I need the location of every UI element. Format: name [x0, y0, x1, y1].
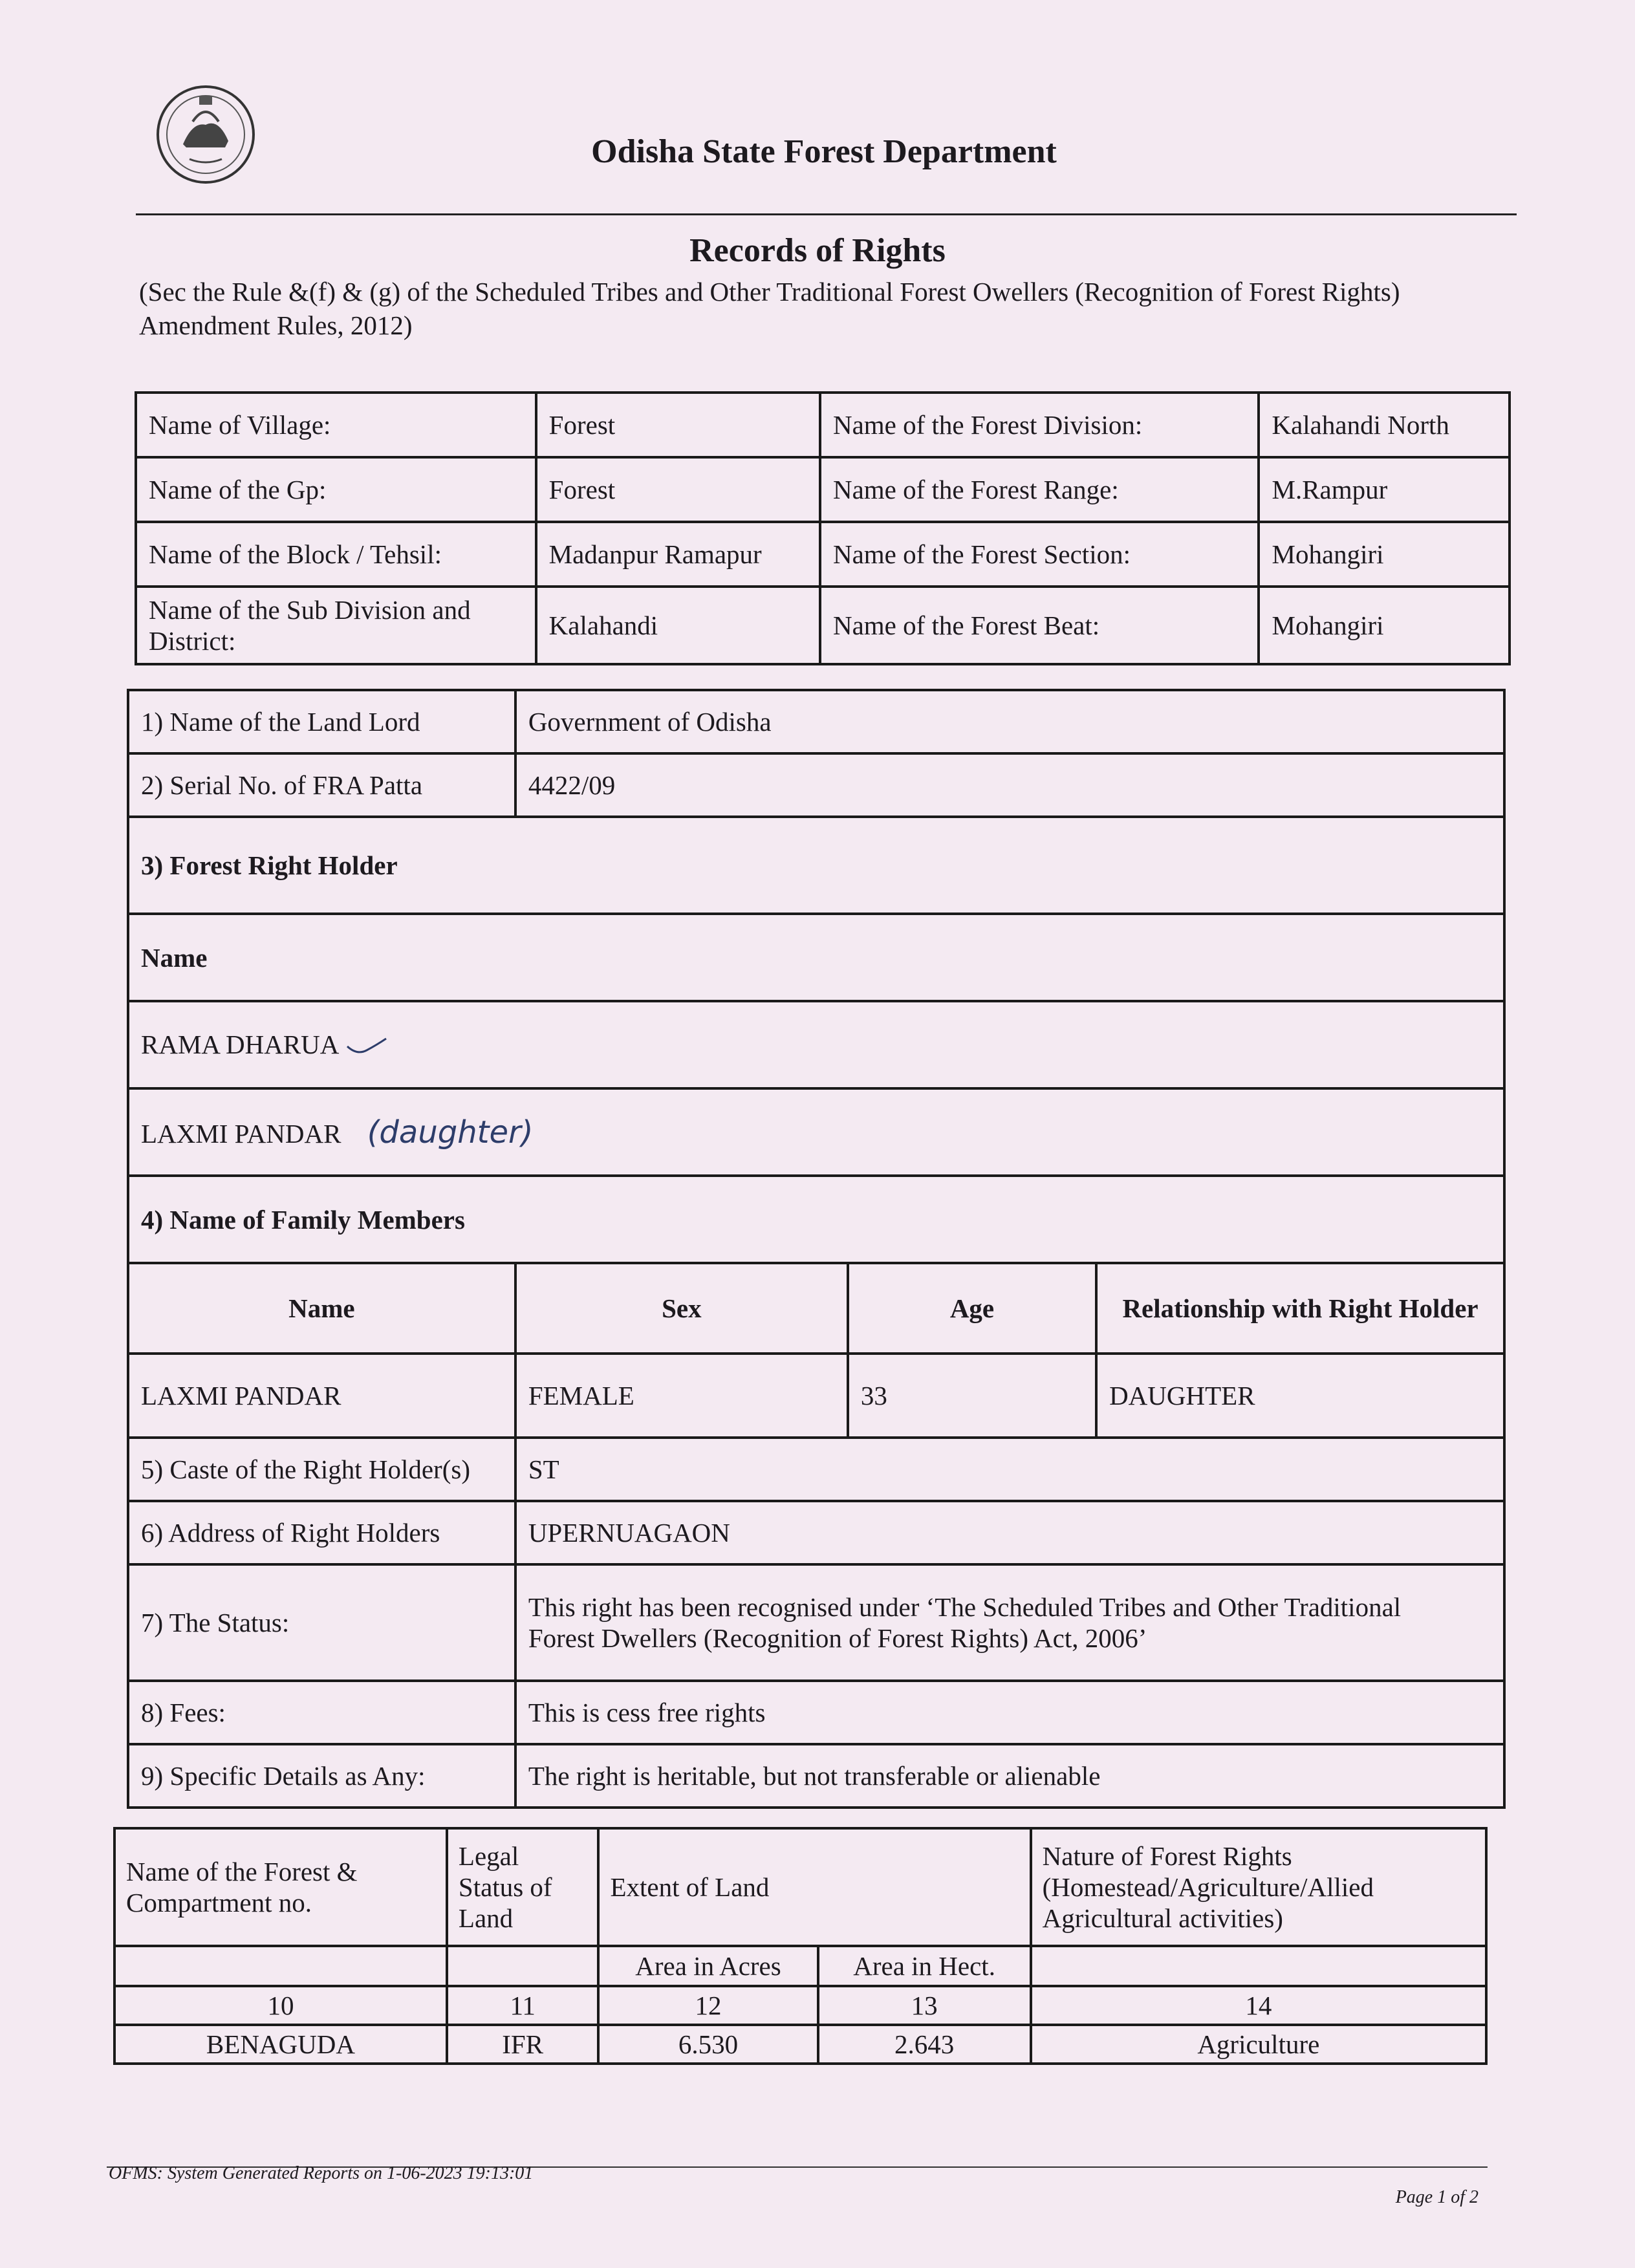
land-legal: IFR	[447, 2025, 599, 2064]
table-row	[136, 393, 1510, 457]
table-row	[128, 1438, 1504, 1501]
block-value: Madanpur Ramapur	[536, 522, 820, 587]
record-table	[127, 689, 1506, 1809]
empty-cell	[1031, 1946, 1486, 1986]
col-num: 12	[598, 1986, 817, 2025]
gp-value: Forest	[536, 457, 820, 522]
generated-note: OFMS: System Generated Reports on 1-06-2023 19:13:01	[109, 2163, 534, 2183]
family-col-sex: Sex	[515, 1263, 848, 1354]
table-row	[128, 817, 1504, 914]
family-col-name: Name	[128, 1263, 515, 1354]
table-row	[128, 1176, 1504, 1263]
table-row	[136, 587, 1510, 664]
col-acres: Area in Acres	[598, 1946, 817, 1986]
col-extent: Extent of Land	[598, 1828, 1030, 1946]
table-row	[136, 522, 1510, 587]
family-name: LAXMI PANDAR	[128, 1354, 515, 1438]
holder-name: RAMA DHARUA	[141, 1030, 338, 1060]
status-value	[515, 1564, 1504, 1681]
table-row	[128, 1564, 1504, 1681]
family-sex: FEMALE	[515, 1354, 848, 1438]
range-value: M.Rampur	[1259, 457, 1510, 522]
table-row	[128, 914, 1504, 1001]
holder-row	[128, 1088, 1504, 1176]
header-divider	[136, 213, 1517, 215]
page-number: Page 1 of 2	[1395, 2187, 1478, 2207]
village-label: Name of Village:	[136, 393, 536, 457]
land-nature: Agriculture	[1031, 2025, 1486, 2064]
land-table	[113, 1827, 1488, 2065]
section-label: Name of the Forest Section:	[820, 522, 1259, 587]
land-forest: BENAGUDA	[114, 2025, 447, 2064]
table-row	[114, 1986, 1486, 2025]
holder-row	[128, 1001, 1504, 1088]
table-row	[128, 1501, 1504, 1564]
table-row	[128, 753, 1504, 817]
village-value: Forest	[536, 393, 820, 457]
beat-label: Name of the Forest Beat:	[820, 587, 1259, 664]
table-row	[128, 1354, 1504, 1438]
block-label: Name of the Block / Tehsil:	[136, 522, 536, 587]
caste-value: ST	[515, 1438, 1504, 1501]
division-value: Kalahandi North	[1259, 393, 1510, 457]
family-col-relation: Relationship with Right Holder	[1096, 1263, 1504, 1354]
subdiv-value: Kalahandi	[536, 587, 820, 664]
department-name: Odisha State Forest Department	[591, 133, 1057, 170]
holder-name: LAXMI PANDAR	[141, 1118, 341, 1149]
gp-label: Name of the Gp:	[136, 457, 536, 522]
caste-label: 5) Caste of the Right Holder(s)	[128, 1438, 515, 1501]
table-row	[128, 1744, 1504, 1808]
serial-label: 2) Serial No. of FRA Patta	[128, 753, 515, 817]
serial-value: 4422/09	[515, 753, 1504, 817]
location-table	[135, 391, 1511, 665]
handwritten-tick-icon	[344, 1035, 389, 1061]
details-value: The right is heritable, but not transferable or alienable	[515, 1744, 1504, 1808]
landlord-value: Government of Odisha	[515, 690, 1504, 753]
subdiv-label: Name of the Sub Division and District:	[136, 587, 536, 664]
family-age: 33	[848, 1354, 1096, 1438]
col-forest: Name of the Forest & Compartment no.	[114, 1828, 447, 1946]
land-hect: 2.643	[818, 2025, 1031, 2064]
col-num: 13	[818, 1986, 1031, 2025]
table-row	[136, 457, 1510, 522]
section-value: Mohangiri	[1259, 522, 1510, 587]
table-row	[128, 1681, 1504, 1744]
beat-value: Mohangiri	[1259, 587, 1510, 664]
details-label: 9) Specific Details as Any:	[128, 1744, 515, 1808]
fees-label: 8) Fees:	[128, 1681, 515, 1744]
landlord-label: 1) Name of the Land Lord	[128, 690, 515, 753]
col-num: 14	[1031, 1986, 1486, 2025]
table-row	[128, 1088, 1504, 1176]
status-line: Forest Dwellers (Recognition of Forest Rights) Act, 2006’	[528, 1623, 1147, 1653]
address-label: 6) Address of Right Holders	[128, 1501, 515, 1564]
land-acres: 6.530	[598, 2025, 817, 2064]
status-line: This right has been recognised under ‘The Scheduled Tribes and Other Traditional	[528, 1592, 1402, 1622]
handwritten-note: (daughter)	[367, 1114, 534, 1150]
col-num: 11	[447, 1986, 599, 2025]
division-label: Name of the Forest Division:	[820, 393, 1259, 457]
status-label: 7) The Status:	[128, 1564, 515, 1681]
table-row	[114, 1946, 1486, 1986]
fees-value: This is cess free rights	[515, 1681, 1504, 1744]
col-hect: Area in Hect.	[818, 1946, 1031, 1986]
empty-cell	[447, 1946, 599, 1986]
table-row	[128, 1263, 1504, 1354]
rule-reference: (Sec the Rule &(f) & (g) of the Scheduled Tribes and Other Traditional Forest Owellers (Recognition of Forest Rights) Amendment Rules, 2012)	[139, 277, 1400, 340]
family-relation: DAUGHTER	[1096, 1354, 1504, 1438]
name-heading: Name	[128, 914, 1504, 1001]
address-value: UPERNUAGAON	[515, 1501, 1504, 1564]
table-row	[114, 2025, 1486, 2064]
family-heading: 4) Name of Family Members	[128, 1176, 1504, 1263]
family-col-age: Age	[848, 1263, 1096, 1354]
empty-cell	[114, 1946, 447, 1986]
table-row	[114, 1828, 1486, 1946]
col-legal: Legal Status of Land	[447, 1828, 599, 1946]
col-num: 10	[114, 1986, 447, 2025]
holder-heading: 3) Forest Right Holder	[128, 817, 1504, 914]
col-nature: Nature of Forest Rights (Homestead/Agriculture/Allied Agricultural activities)	[1031, 1828, 1486, 1946]
document-title: Records of Rights	[689, 232, 946, 269]
range-label: Name of the Forest Range:	[820, 457, 1259, 522]
table-row	[128, 1001, 1504, 1088]
table-row	[128, 690, 1504, 753]
